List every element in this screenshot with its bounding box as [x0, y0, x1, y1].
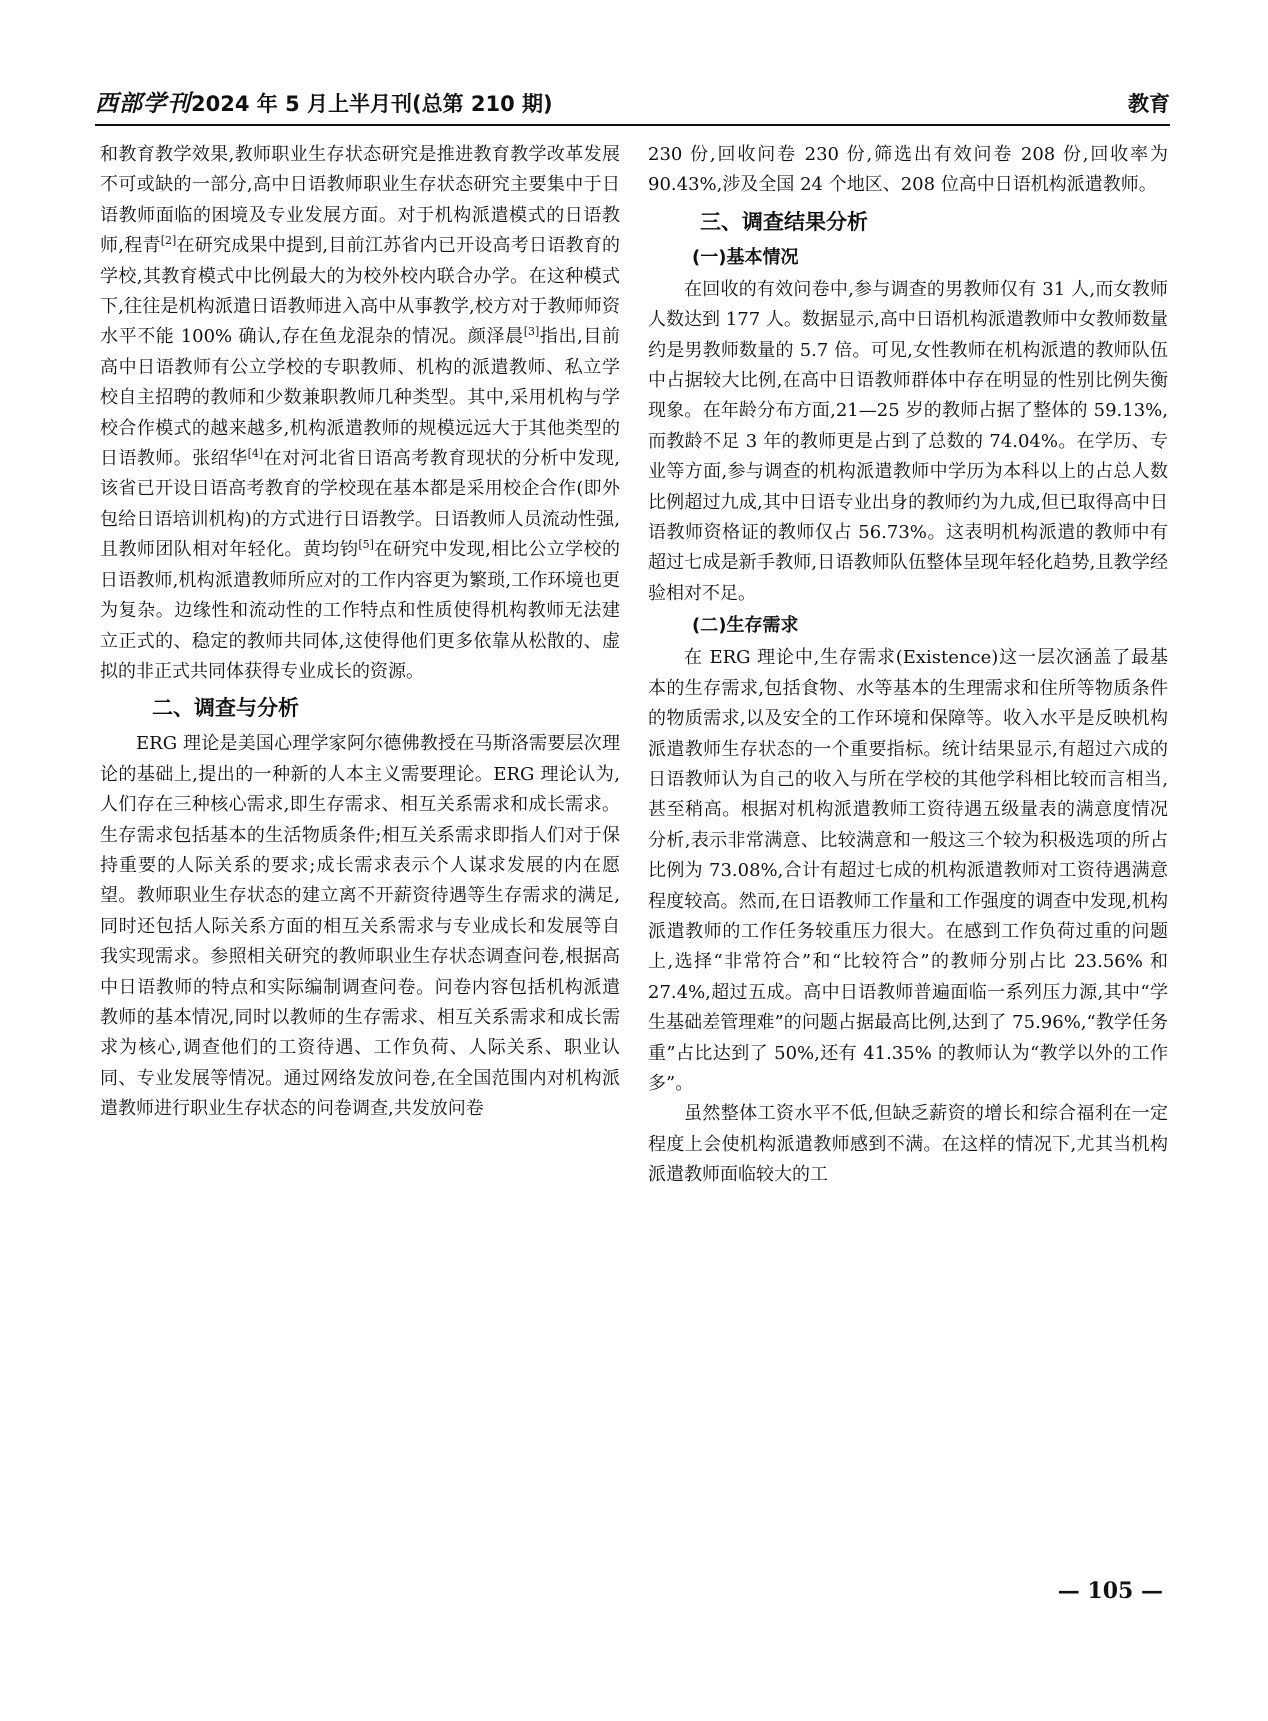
text-span: 指出,目前高中日语教师有公立学校的专职教师、机构的派遣教师、私立学校自主招聘的教师和少数兼职教师几种类型。其中,采用机构与学校合作模式的越来越多,机构派遣教师的规模远远大于其他类型的日语教师。张绍华	[100, 326, 620, 470]
header-left	[95, 85, 553, 118]
text-span: 在对河北省日语高考教育现状的分析中发现,该省已开设日语高考教育的学校现在基本都是采用校企合作(即外包给日语培训机构)的方式进行日语教学。日语教师人员流动性强,且教师团队相对年轻化。黄均钧	[100, 448, 620, 561]
subheading-basic-info: (一)基本情况	[692, 246, 799, 268]
citation-ref: [4]	[247, 447, 264, 461]
paragraph-literature	[100, 140, 620, 687]
section-name: 教育	[1128, 92, 1170, 116]
section-heading-results: 三、调查结果分析	[700, 209, 868, 234]
running-header	[95, 84, 1170, 126]
journal-logo: 西部学刊	[95, 90, 191, 117]
citation-ref: [3]	[523, 325, 540, 339]
right-column	[648, 140, 1168, 1191]
citation-ref: [2]	[160, 234, 177, 248]
text-span: 在研究中发现,相比公立学校的日语教师,机构派遣教师所应对的工作内容更为繁琐,工作环境也更为复杂。边缘性和流动性的工作特点和性质使得机构教师无法建立正式的、稳定的教师共同体,这使得他们更多依靠从松散的、虚拟的非正式共同体获得专业成长的资源。	[100, 539, 620, 682]
citation-ref: [5]	[358, 538, 374, 552]
paragraph-survey-continued: 230 份,回收问卷 230 份,筛选出有效问卷 208 份,回收率为 90.43%,涉及全国 24 个地区、208 位高中日语机构派遣教师。	[648, 144, 1168, 196]
issue-info: 2024 年 5 月上半月刊(总第 210 期)	[191, 92, 553, 116]
text-span: 在研究成果中提到,目前江苏省内已开设高考日语教育的学校,其教育模式中比例最大的为校外校内联合办学。在这种模式下,往往是机构派遣日语教师进入高中从事教学,校方对于教师师资水平不能 100% 确认,存在鱼龙混杂的情况。颜泽晨	[100, 235, 620, 348]
paragraph-erg-theory: ERG 理论是美国心理学家阿尔德佛教授在马斯洛需要层次理论的基础上,提出的一种新的人本主义需要理论。ERG 理论认为,人们存在三种核心需求,即生存需求、相互关系需求和成长需求。生存需求包括基本的生活物质条件;相互关系需求即指人们对于保持重要的人际关系的要求;成长需求表示个人谋求发展的内在愿望。教师职业生存状态的建立离不开薪资待遇等生存需求的满足,同时还包括人际关系方面的相互关系需求与专业成长和发展等自我实现需求。参照相关研究的教师职业生存状态调查问卷,根据高中日语教师的特点和实际编制调查问卷。问卷内容包括机构派遣教师的基本情况,同时以教师的生存需求、相互关系需求和成长需求为核心,调查他们的工资待遇、工作负荷、人际关系、职业认同、专业发展等情况。通过网络发放问卷,在全国范围内对机构派遣教师进行职业生存状态的问卷调查,共发放问卷	[100, 733, 620, 1120]
left-column	[100, 140, 620, 1125]
text-span: 和教育教学效果,教师职业生存状态研究是推进教育教学改革发展不可或缺的一部分,高中日语教师职业生存状态研究主要集中于日语教师面临的困境及专业发展方面。对于机构派遣模式的日语教师,程青	[100, 144, 620, 257]
paragraph-existence-needs: 在 ERG 理论中,生存需求(Existence)这一层次涵盖了最基本的生存需求,包括食物、水等基本的生理需求和住所等物质条件的物质需求,以及安全的工作环境和保障等。收入水平是反映机构派遣教师生存状态的一个重要指标。统计结果显示,有超过六成的日语教师认为自己的收入与所在学校的其他学科相比较而言相当,甚至稍高。根据对机构派遣教师工资待遇五级量表的满意度情况分析,表示非常满意、比较满意和一般这三个较为积极选项的所占比例为 73.08%,合计有超过七成的机构派遣教师对工资待遇满意程度较高。然而,在日语教师工作量和工作强度的调查中发现,机构派遣教师的工作任务较重压力很大。在感到工作负荷过重的问题上,选择“非常符合”和“比较符合”的教师分别占比 23.56% 和 27.4%,超过五成。高中日语教师普遍面临一系列压力源,其中“学生基础差管理难”的问题占据最高比例,达到了 75.96%,“教学任务重”占比达到了 50%,还有 41.35% 的教师认为“教学以外的工作多”。	[648, 647, 1168, 1094]
section-heading-survey: 二、调查与分析	[152, 696, 299, 721]
page-number: — 105 —	[1057, 1578, 1163, 1604]
paragraph-basic-info: 在回收的有效问卷中,参与调查的男教师仅有 31 人,而女教师人数达到 177 人。数据显示,高中日语机构派遣教师中女教师数量约是男教师数量的 5.7 倍。可见,女性教师在机构派遣的教师队伍中占据较大比例,在高中日语教师群体中存在明显的性别比例失衡现象。在年龄分布方面,21—25 岁的教师占据了整体的 59.13%,而教龄不足 3 年的教师更是占到了总数的 74.04%。在学历、专业等方面,参与调查的机构派遣教师中学历为本科以上的占总人数比例超过九成,其中日语专业出身的教师约为九成,但已取得高中日语教师资格证的教师仅占 56.73%。这表明机构派遣的教师中有超过七成是新手教师,日语教师队伍整体呈现年轻化趋势,且教学经验相对不足。	[648, 278, 1168, 604]
subheading-existence-needs: (二)生存需求	[692, 615, 799, 637]
paragraph-salary: 虽然整体工资水平不低,但缺乏薪资的增长和综合福利在一定程度上会使机构派遣教师感到不满。在这样的情况下,尤其当机构派遣教师面临较大的工	[648, 1103, 1168, 1186]
